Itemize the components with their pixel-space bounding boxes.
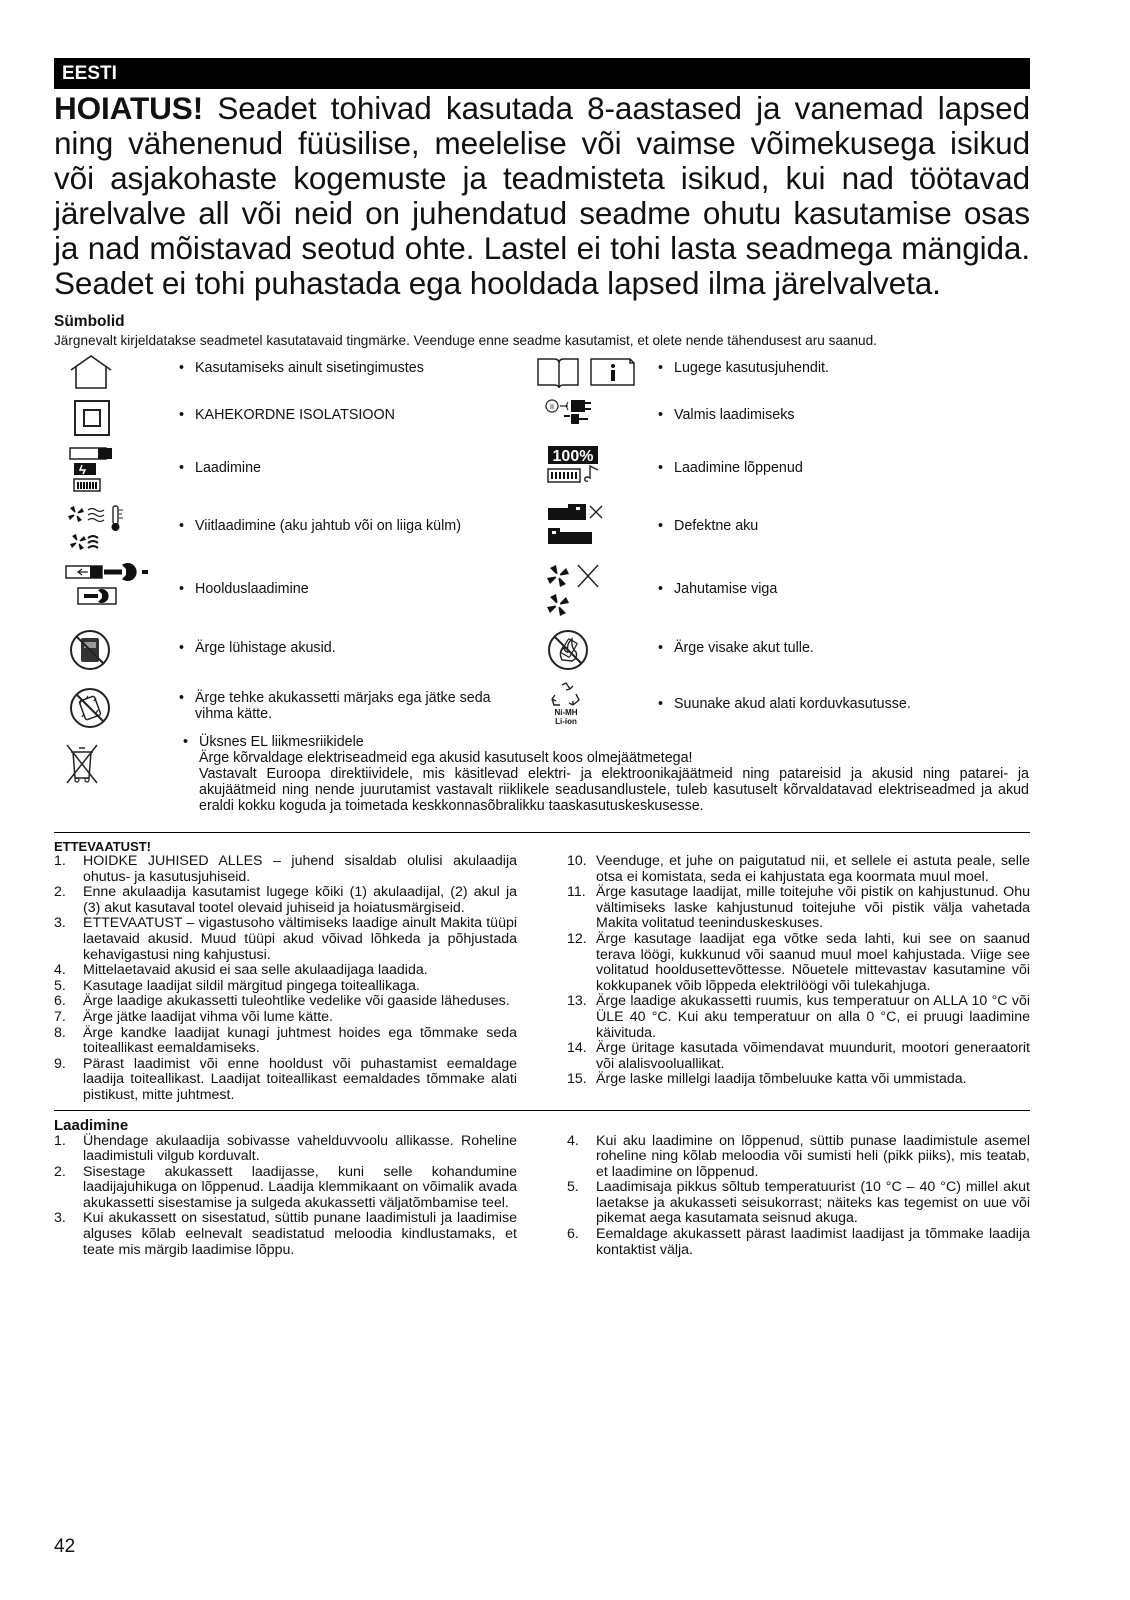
item-text: Ärge kasutage laadijat ega võtke seda lahti, kui see on saanud terava löögi, kukkunud või saanud muul moel kahjustada. Viige see volitatud hooldusettevõttesse. Nõuetele mittevastav kasutamine või kokkupanek võib lõppeda elektrilöögi või tulekahjuga. (596, 930, 1030, 994)
item-number: 3. (54, 915, 66, 932)
item-number: 10. (567, 853, 587, 869)
house-icon (66, 354, 116, 390)
list-item (54, 979, 517, 995)
list-item (54, 1057, 517, 1104)
item-number: 8. (54, 1024, 66, 1041)
caution-right-column (567, 854, 1030, 1104)
manual-page (54, 58, 1030, 1258)
list-item (567, 854, 1030, 885)
crossed-bin-icon (64, 742, 100, 786)
symbol-label: • Lugege kasutusjuhendit. (674, 360, 1014, 376)
symbol-label: • Viitlaadimine (aku jahtub või on liiga külm) (195, 518, 535, 534)
symbols-intro: Järgnevalt kirjeldatakse seadmetel kasutatavaid tingmärke. Veenduge enne seadme kasutamist, et olete nende tähendusest aru saanud. (54, 333, 877, 348)
charging-right-list (567, 1134, 1030, 1259)
item-text: Ärge jätke laadijat vihma või lume kätte. (83, 1008, 333, 1025)
item-text: Laadimisaja pikkus sõltub temperatuurist (10 °C – 40 °C) millel akut laetakse ja akukasseti seisukorrast; näiteks kas tegemist on uue või pikemat aega kasutamata seisnud akuga. (596, 1179, 1030, 1227)
item-number: 15. (567, 1071, 587, 1088)
ready-plug-icon (544, 396, 604, 432)
item-text: Ärge laadige akukassetti ruumis, kus temperatuur on ALLA 10 °C või ÜLE 40 °C. Kui aku temperatuur on alla 0 °C, ei pruugi laadimine käivituda. (596, 993, 1030, 1041)
symbol-label: • Ärge visake akut tulle. (674, 640, 1014, 656)
list-item (567, 1180, 1030, 1227)
symbols-title: Sümbolid (54, 313, 125, 330)
list-item (54, 916, 517, 963)
maintenance-charging-icon (64, 562, 150, 612)
caution-right-list (567, 854, 1030, 1088)
item-number: 5. (567, 1179, 579, 1196)
caution-columns (54, 854, 1030, 1104)
section-divider (54, 832, 1030, 833)
svg-text:II: II (550, 404, 554, 411)
charging-left-list (54, 1134, 517, 1259)
item-text: Ärge kandke laadijat kunagi juhtmest hoides ega tõmmake seda toiteallikast eemaldamiseks. (83, 1024, 517, 1057)
item-text: Eemaldage akukassett pärast laadimist laadijast ja tõmmake laadija kontaktist välja. (596, 1226, 1030, 1258)
item-number: 5. (54, 977, 66, 994)
manual-icon (534, 354, 638, 390)
list-item (567, 932, 1030, 994)
recycle-chem-2: Li-ion (555, 717, 577, 726)
symbol-label: • Kasutamiseks ainult sisetingimustes (195, 360, 535, 376)
charging-left-column (54, 1134, 517, 1259)
caution-left-column (54, 854, 517, 1104)
list-item (54, 1010, 517, 1026)
item-text: Kui aku laadimine on lõppenud, süttib punase laadimistule asemel roheline ning kõlab meloodia või sumisti heli (pikk piiks), mis teatab, et laadimine on lõppenud. (596, 1132, 1030, 1180)
item-text: Ühendage akulaadija sobivasse vahelduvvoolu allikasse. Roheline laadimistuli vilgub korduvalt. (83, 1132, 517, 1165)
list-item (567, 994, 1030, 1041)
eu-text (199, 734, 1029, 814)
symbol-label: • Ärge lühistage akusid. (195, 640, 535, 656)
item-number: 1. (54, 853, 66, 869)
list-item (54, 1026, 517, 1057)
cooling-error-icon (544, 562, 604, 618)
eu-body: Ärge kõrvaldage elektriseadmeid ega akusid kasutuselt koos olmejäätmetega! Vastavalt Euroopa direktiividele, mis käsitlevad elektri- ja elektroonikajäätmeid ning patareisid ja akusid ning patarei- ja akujäätmeid ning nende juurutamist vastavalt riiklikele seadusandlustele, tuleb kasutuselt kõrvaldatavad elektriseadmed ja akud eraldi kokku koguda ja toimetada keskkonnasõbralikku taaskasutuskeskusesse. (199, 750, 1029, 814)
defective-battery-icon (546, 504, 606, 548)
symbol-label: • Suunake akud alati korduvkasutusse. (674, 696, 1014, 712)
item-number: 12. (567, 930, 587, 947)
item-number: 7. (54, 1008, 66, 1025)
caution-left-list (54, 854, 517, 1104)
list-item (567, 1072, 1030, 1088)
item-text: Sisestage akukassett laadijasse, kuni selle kohandumine laadijajuhikuga on lõppenud. Laadija klemmikaant on võimalik avada akukassetti sisestamise ja sulgeda akukassetti väljatõmbamise teel. (83, 1163, 517, 1211)
list-item (54, 885, 517, 916)
list-item (54, 963, 517, 979)
list-item (567, 1041, 1030, 1072)
item-number: 11. (567, 884, 586, 901)
eu-head: • Üksnes EL liikmesriikidele (199, 734, 1029, 750)
item-number: 4. (567, 1132, 579, 1149)
charging-icon (68, 446, 118, 496)
no-short-circuit-icon (68, 628, 112, 672)
item-text: Ärge laske millelgi laadija tõmbeluuke katta või ummistada. (596, 1071, 967, 1088)
item-number: 2. (54, 1163, 66, 1180)
language-header: EESTI (54, 58, 1030, 89)
warning-lead: HOIATUS! (54, 90, 204, 126)
charging-title: Laadimine (54, 1116, 129, 1134)
item-text: Mittelaetavaid akusid ei saa selle akulaadijaga laadida. (83, 962, 428, 979)
no-fire-icon (546, 628, 590, 672)
list-item (567, 1227, 1030, 1258)
item-text: Ärge laadige akukassetti tuleohtlike vedelike või gaaside läheduses. (83, 993, 510, 1010)
item-number: 14. (567, 1040, 587, 1057)
charging-columns (54, 1134, 1030, 1259)
item-number: 2. (54, 884, 66, 901)
warning-paragraph (54, 91, 1030, 301)
item-number: 3. (54, 1210, 66, 1227)
item-text: Kasutage laadijat sildil märgitud pingega toiteallikaga. (83, 977, 420, 994)
list-item (54, 1165, 517, 1212)
list-item (567, 1134, 1030, 1181)
double-insulation-icon (74, 400, 110, 436)
section-divider (54, 1110, 1030, 1111)
item-number: 1. (54, 1132, 66, 1149)
symbol-label: • Valmis laadimiseks (674, 407, 1014, 423)
list-item (54, 854, 517, 885)
charging-right-column (567, 1134, 1030, 1259)
item-number: 6. (567, 1226, 579, 1243)
item-number: 9. (54, 1055, 66, 1072)
no-water-icon (68, 686, 112, 730)
symbol-label: • Jahutamise viga (674, 581, 1014, 597)
charged-100-icon (546, 444, 606, 488)
symbol-label: • Laadimine (195, 460, 535, 476)
item-text: Kui akukassett on sisestatud, süttib punane laadimistuli ja laadimise alguses kõlab eelnevalt seadistatud meloodia kindlustamaks, et teate mis märgib laadimise lõppu. (83, 1210, 517, 1258)
item-text: HOIDKE JUHISED ALLES – juhend sisaldab olulisi akulaadija ohutus- ja kasutusjuhiseid. (83, 853, 517, 885)
item-text: Ärge kasutage laadijat, mille toitejuhe või pistik on kahjustunud. Ohu vältimiseks laske kahjustunud toitejuhe või pistik välja vahetada Makita volitatud teeninduskeskuses. (596, 884, 1030, 932)
charged-badge: 100% (552, 448, 594, 465)
warning-text: Seadet tohivad kasutada 8-aastased ja vanemad lapsed ning vähenenud füüsilise, meelelise või vaimse võimekusega isikud või asjakohaste kogemuste ja teadmisteta isikud, kui nad töötavad järelvalve all või neid on juhendatud seadme ohutu kasutamise osas ja nad mõistavad seotud ohte. Lastel ei tohi lasta seadmega mängida. Seadet ei tohi puhastada ega hooldada lapsed ilma järelvalveta. (54, 90, 1030, 301)
item-text: ETTEVAATUST – vigastusoho vältimiseks laadige ainult Makita tüüpi laetavaid akusid. Muud tüüpi akud võivad lõhkeda ja põhjustada kehavigastusi ning kahjustusi. (83, 915, 517, 963)
symbol-label: • Hoolduslaadimine (195, 581, 535, 597)
item-number: 13. (567, 993, 587, 1010)
symbols-table (54, 354, 1030, 832)
symbol-label: • Ärge tehke akukassetti märjaks ega jätke seda vihma kätte. (195, 690, 525, 722)
recycle-chem-1: Ni-MH (554, 708, 578, 717)
recycle-icon (546, 682, 586, 726)
item-text: Enne akulaadija kasutamist lugege kõiki (1) akulaadijal, (2) akul ja (3) akut kasutaval tootel olevaid juhiseid ja hoiatusmärgiseid. (83, 884, 517, 916)
item-text: Pärast laadimist või enne hooldust või puhastamist eemaldage laadija toiteallikast. Laadijat toiteallikast eemaldades tõmmake alati pistikust, mitte juhtmest. (83, 1055, 517, 1103)
item-number: 6. (54, 993, 66, 1010)
caution-title: ETTEVAATUST! (54, 839, 152, 854)
list-item (54, 994, 517, 1010)
item-text: Veenduge, et juhe on paigutatud nii, et sellele ei astuta peale, selle otsa ei komistata, seda ei kahjustata ega koormata muul moel. (596, 853, 1030, 885)
item-number: 4. (54, 962, 66, 979)
list-item (54, 1211, 517, 1258)
delayed-charging-icon (66, 504, 130, 554)
symbol-label: • Laadimine lõppenud (674, 460, 1014, 476)
list-item (567, 885, 1030, 932)
page-number: 42 (54, 1536, 76, 1557)
symbol-label: • KAHEKORDNE ISOLATSIOON (195, 407, 535, 423)
list-item (54, 1134, 517, 1165)
item-text: Ärge üritage kasutada võimendavat muundurit, mootori generaatorit või alalisvooluallikat. (596, 1040, 1030, 1072)
symbol-label: • Defektne aku (674, 518, 1014, 534)
